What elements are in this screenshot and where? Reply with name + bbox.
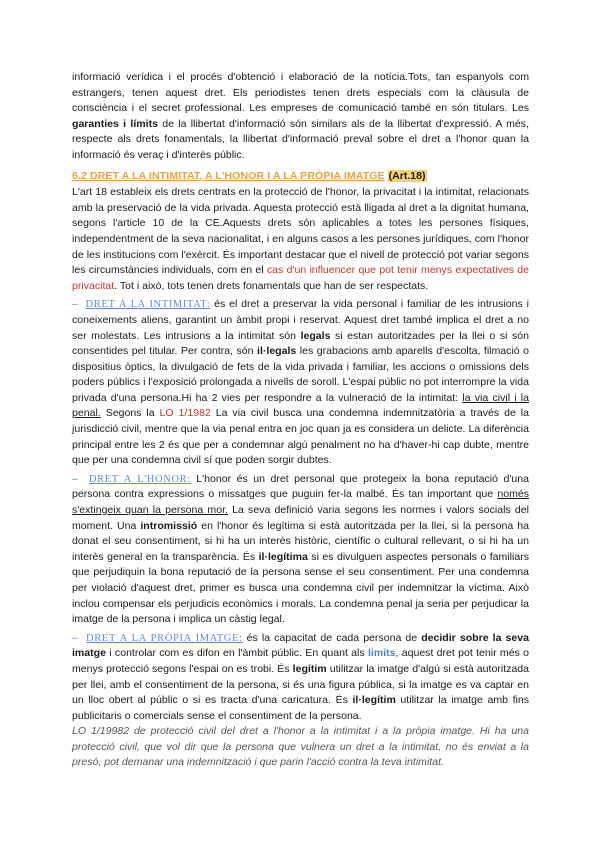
text: és el dret a preservar la vida personal i familiar de les intrusions i coneixements aliens, garantint un àmbit propi i reservat. Aquest dret també implica el dret a no ser molestats. Les intrusions a la intimitat són [72,298,529,342]
paragraph-honor [72,472,529,628]
text: en l'honor és legítima si està autoritzada per la llei, si la persona ha donat el seu consentiment, si hi ha un interès històric, científic o cultural rellevant, o si hi ha un interès general en la transparència. És [72,519,529,563]
text: utilitzar la imatge amb fins publicitaris o comercials sense el consentiment de la persona. [72,694,529,722]
bold-text: intromissió [140,519,198,532]
text: , aquest dret pot tenir més o menys protecció segons l'espai on es trobi. És [72,647,529,675]
text: L'art 18 estableix els drets centrats en la protecció de l'honor, la privacitat i la intimitat, relacionats amb la preservació de la vida privada. Aquesta protecció està lligada al dret a la dignitat humana, segons l'article 10 de la CE.Aquests drets són aplicables a totes les persones físiques, independentment de la seva nacionalitat, i en alguns casos a les persones jurídiques, com l'honor de les institucions com l'exèrcit. És important destacar que el nivell de protecció pot variar segons les circumstàncies individuals, com en el [72,186,529,277]
subsection-title-honor: DRET A L'HONOR: [88,473,191,485]
text: utilitzar la imatge d'algú si està autoritzada per llei, amb el consentiment de la persona, si és una figura pública, si la imatge es va captar en un lloc obert al públic o si es tracta d'una caricatura. És [72,662,529,707]
bold-text: il·legítim [352,694,396,707]
underlined-text: només s'extingeix quan la persona mor. [72,488,529,517]
text: . Tot i això, tots tenen drets fonamentals que han de ser respectats. [114,279,429,292]
highlight-red: cas d'un influencer que pot tenir menys expectatives de privacitat [72,264,529,292]
subsection-title-imatge: DRET A LA PRÒPIA IMATGE: [86,632,243,644]
bold-text: il·legals [257,345,297,358]
section-heading [72,169,529,185]
text: L'honor és un dret personal que protegeix la bona reputació d'una persona contra expressions o missatges que puguin fer-la malbé. És tan important que [72,472,529,501]
paragraph-intimitat [72,297,529,469]
text: informació verídica i el procés d'obtenció i elaboració de la notícia.Tots, tan espanyols com estrangers, tenen aquest dret. Els periodistes tenen drets especials com la clàusula de consciència i el secret professional. Les empreses de comunicació també en són titulars. Les [72,71,529,115]
bullet-dash: – [72,631,78,644]
text: La seva definició varia segons les normes i valors socials del moment. Una [72,504,529,532]
text: i controlar com es difon en l'àmbit públic. En quant als [106,647,368,660]
bold-text: legals [300,329,331,342]
footnote-lo-1982: LO 1/19982 de protecció civil del dret a l'honor a la intimitat i a la pròpia imatge. Hi ha una protecció civil, que vol dir que la persona que vulnera un dret a la intimitat, no és enviat a la presó, pot demanar una indemnització i que parin l'acció contra la teva intimitat. [72,725,529,769]
bold-text: decidir sobre la seva imatge [72,631,529,660]
bullet-dash: – [72,298,78,311]
highlight-blue: limits [367,647,396,660]
paragraph-informacio [72,70,529,164]
bullet-dash: – [72,472,78,485]
paragraph-imatge [72,631,529,725]
text: les grabacions amb aparells d'escolta, filmació o dispositius òptics, la divulgació de fets de la vida privada i familiar, les accions o omissions dels poders públics i l'exposició prolongada a nivells de soroll. L'espai públic no pot interrompre la vida privada d'una persona.Hi ha 2 vies per respondre a la vulneració de la intimitat: [72,345,529,404]
article-ref-badge: (Art.18) [388,169,426,182]
bold-text: legítim [292,662,327,675]
text: Segons la [100,407,160,420]
text: si estan autoritzades per la llei o si són consentides pel titular. Per contra, són [72,329,529,358]
section-title: 6.2 DRET A LA INTIMITAT, A L'HONOR I A LA PRÒPIA IMATGE [72,169,385,182]
underlined-text: la via civil i la penal. [72,391,529,420]
highlight-red: LO 1/1982 [159,407,211,420]
bold-text: il·legítima [258,550,308,563]
subsection-title-intimitat: DRET A LA INTIMITAT: [85,299,211,311]
document-body [72,70,529,771]
text: si es divulguen aspectes personals o familiars que perjudiquin la bona reputació de la persona sense el seu consentiment. Per una condemna per violació d'aquest dret, primer es busca una condemna civil per indemnitzar la víctima. Això inclou compensar els perjudicis econòmics i morals. La condemna penal ja seria per perjudicar la imatge de la persona i implica un càstig legal. [72,550,529,626]
text: La via civil busca una condemna indemnitzatòria a través de la jurisdicció civil, mentre que la via penal entra en joc quan ja es considera un delicte. La diferència principal entre les 2 és que per a condemnar algú penalment no ha d'haver-hi cap dubte, mentre que per una condemna civil sí que poden sorgir dubtes. [72,407,529,467]
text: és la capacitat de cada persona de [242,631,422,644]
paragraph-art18 [72,185,529,294]
bold-text: garanties i límits [72,117,158,130]
text: de la llibertat d'informació són similars als de la llibertat d'expressió. A més, respecte als drets fonamentals, la llibertat d'informació preval sobre el dret a l'honor quan la informació és veraç i d'interès públic. [72,117,530,161]
